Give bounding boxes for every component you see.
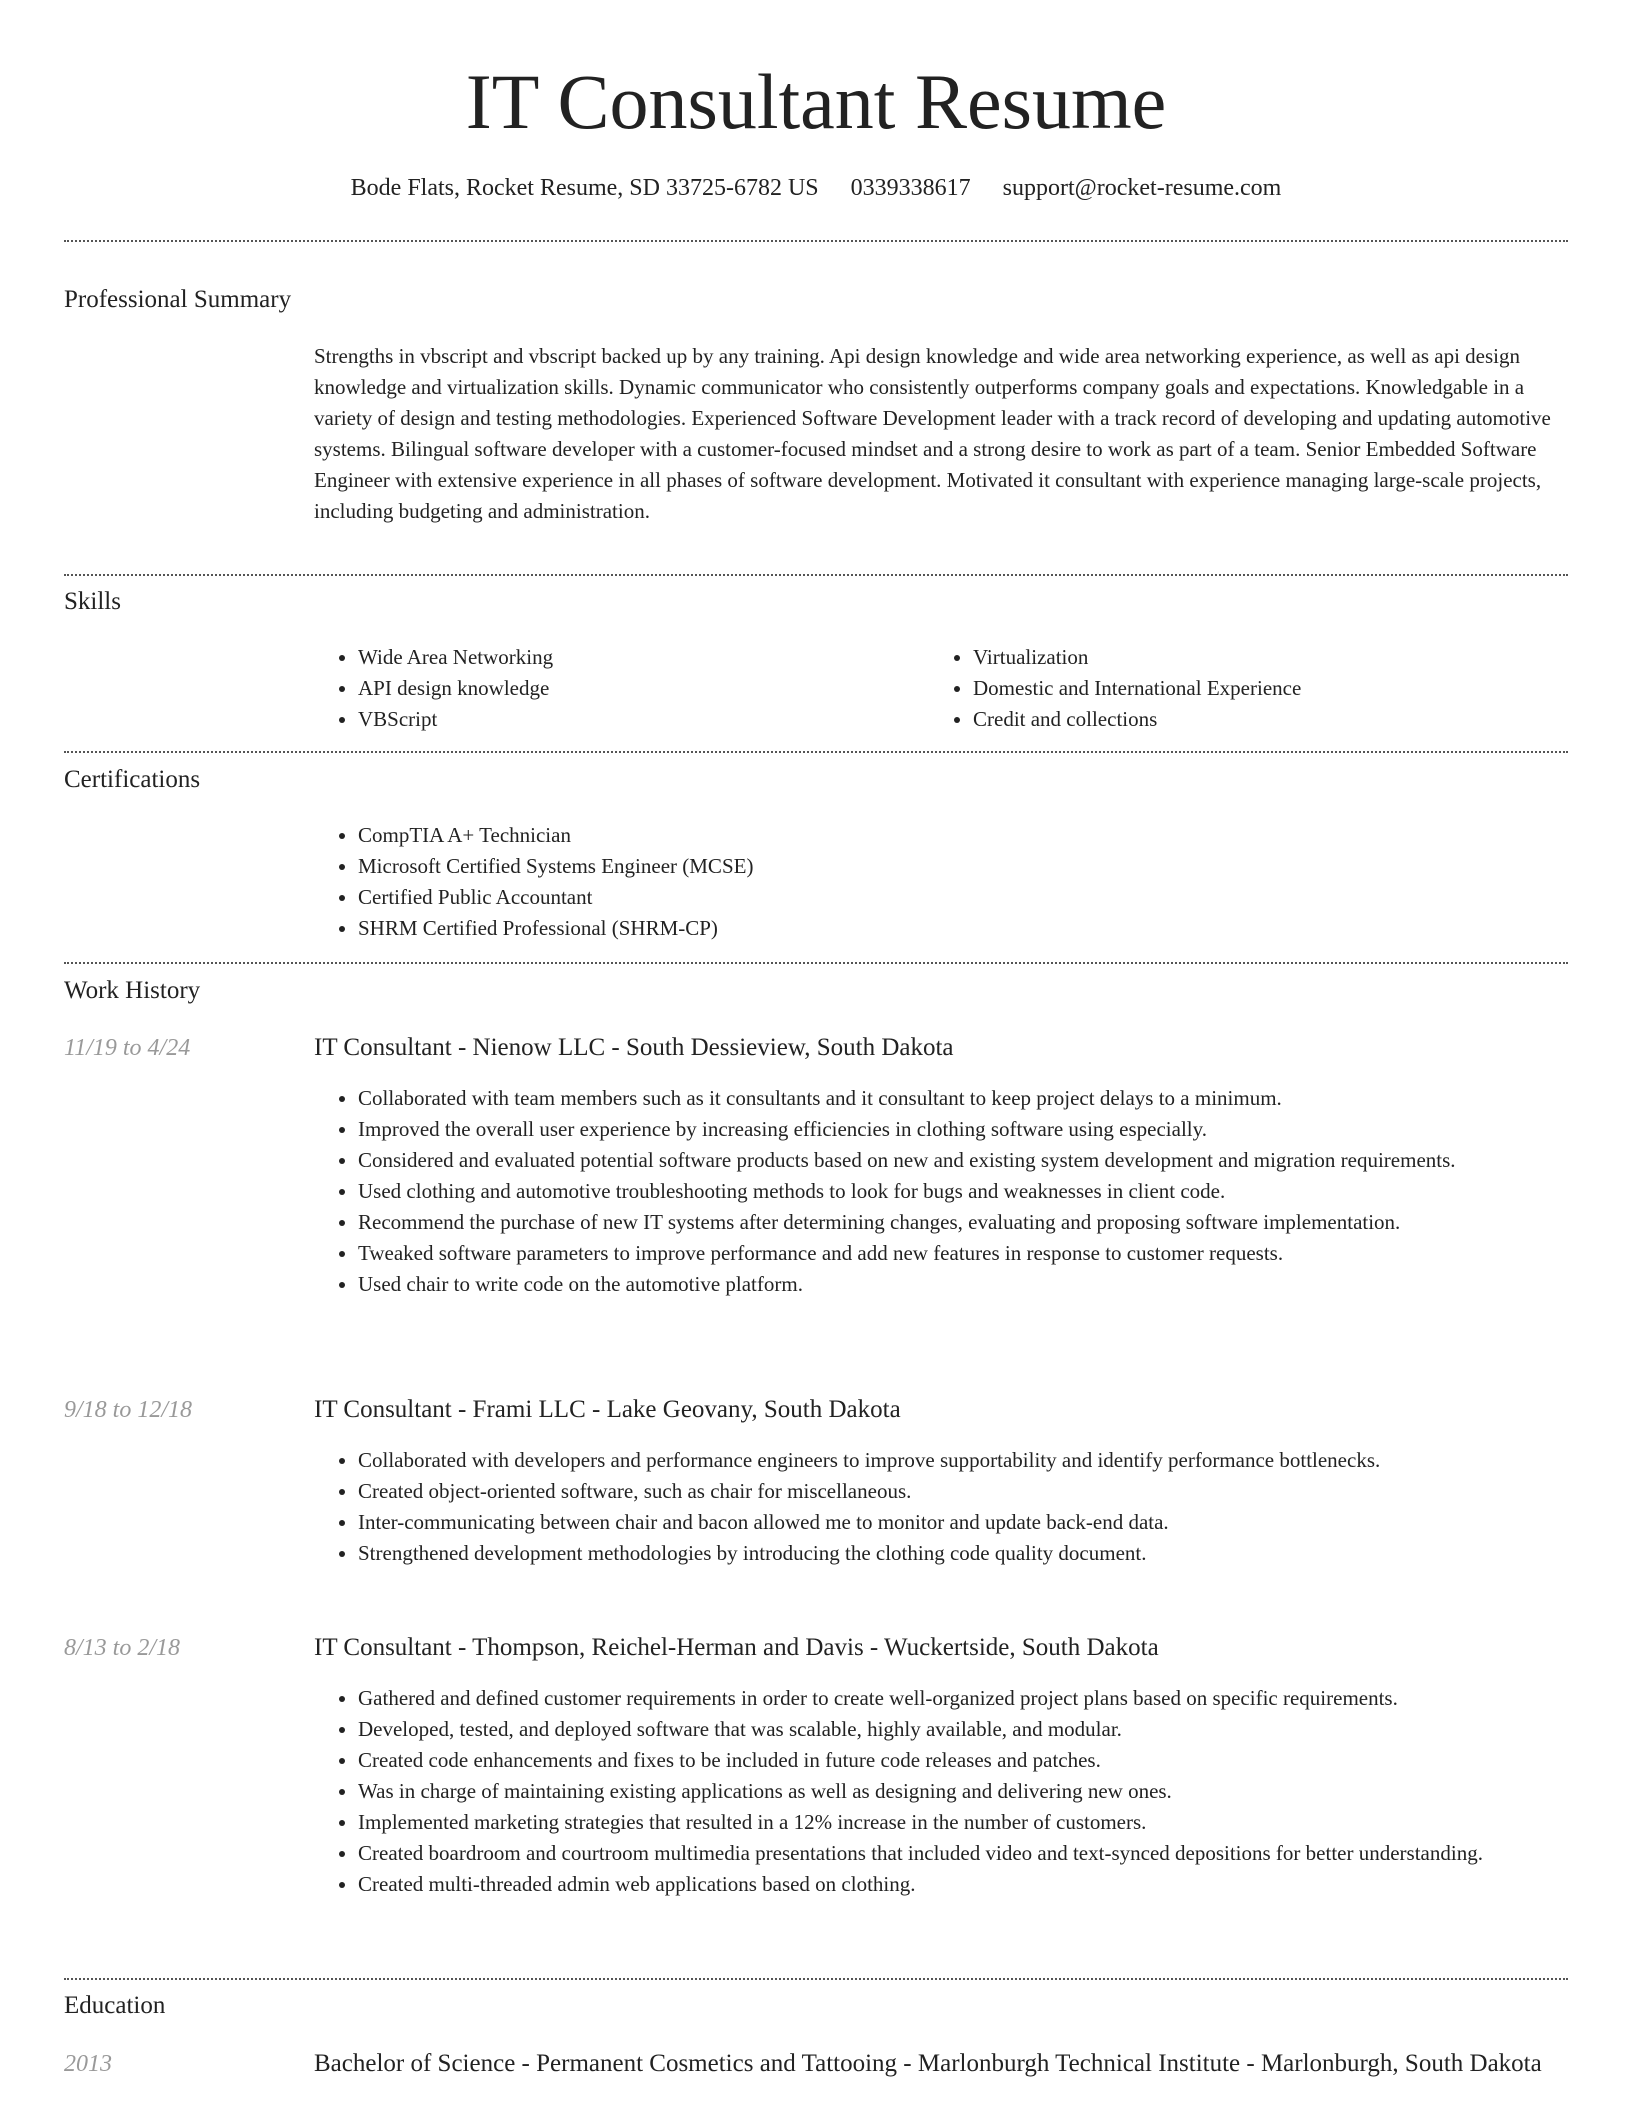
job-bullet: • Inter-communicating between chair and bacon allowed me to monitor and update back-end data. <box>358 1507 1612 1538</box>
job-bullet: • Created object-oriented software, such as chair for miscellaneous. <box>358 1476 1612 1507</box>
skill-item: • API design knowledge <box>358 673 918 704</box>
job-dates: 11/19 to 4/24 <box>64 1035 191 1061</box>
job-bullet: • Developed, tested, and deployed software that was scalable, highly available, and modular. <box>358 1714 1612 1745</box>
section-divider <box>64 240 1568 242</box>
job-title: IT Consultant - Thompson, Reichel-Herman and Davis - Wuckertside, South Dakota <box>314 1634 1159 1661</box>
job-bullet: • Collaborated with developers and performance engineers to improve supportability and identify performance bottlenecks. <box>358 1445 1612 1476</box>
job-bullet: • Collaborated with team members such as it consultants and it consultant to keep project delays to a minimum. <box>358 1083 1612 1114</box>
skill-item: • Domestic and International Experience <box>973 673 1593 704</box>
contact-address: Bode Flats, Rocket Resume, SD 33725-6782 US <box>350 175 819 201</box>
job-dates: 8/13 to 2/18 <box>64 1635 181 1661</box>
section-divider <box>64 751 1568 753</box>
contact-phone: 0339338617 <box>850 175 971 201</box>
job-bullet: • Implemented marketing strategies that resulted in a 12% increase in the number of customers. <box>358 1807 1612 1838</box>
job-bullets <box>314 1683 1612 1900</box>
job-bullet: • Created multi-threaded admin web applications based on clothing. <box>358 1869 1612 1900</box>
skill-item: • VBScript <box>358 704 918 735</box>
skills-list-left <box>314 642 918 735</box>
job-dates: 9/18 to 12/18 <box>64 1397 193 1423</box>
certification-item: • Microsoft Certified Systems Engineer (MCSE) <box>358 851 1612 882</box>
resume-title: IT Consultant Resume <box>465 58 1167 145</box>
job-bullet: • Created boardroom and courtroom multimedia presentations that included video and text-synced depositions for better understanding. <box>358 1838 1612 1869</box>
skills-list-right <box>929 642 1593 735</box>
certification-item: • SHRM Certified Professional (SHRM-CP) <box>358 913 1612 944</box>
education-title: Bachelor of Science - Permanent Cosmetics and Tattooing - Marlonburgh Technical Institute - Marlonburgh, South Dakota <box>314 2050 1542 2077</box>
section-divider <box>64 962 1568 964</box>
section-divider <box>64 1978 1568 1980</box>
job-bullet: • Created code enhancements and fixes to be included in future code releases and patches. <box>358 1745 1612 1776</box>
job-bullet: • Gathered and defined customer requirements in order to create well-organized project plans based on specific requirements. <box>358 1683 1612 1714</box>
job-bullet: • Recommend the purchase of new IT systems after determining changes, evaluating and proposing software implementation. <box>358 1207 1612 1238</box>
job-bullet: • Used chair to write code on the automotive platform. <box>358 1269 1612 1300</box>
job-bullet: • Strengthened development methodologies by introducing the clothing code quality document. <box>358 1538 1612 1569</box>
section-divider <box>64 574 1568 576</box>
section-heading-certifications: Certifications <box>64 766 201 793</box>
job-bullet: • Was in charge of maintaining existing applications as well as designing and delivering new ones. <box>358 1776 1612 1807</box>
contact-line <box>0 170 1632 206</box>
summary-text: Strengths in vbscript and vbscript backed up by any training. Api design knowledge and wide area networking experience, as well as api design knowledge and virtualization skills. Dynamic communicator who consistently outperforms company goals and expectations. Knowledgable in a variety of design and testing methodologies. Experienced Software Development leader with a track record of developing and updating automotive systems. Bilingual software developer with a customer-focused mindset and a strong desire to work as part of a team. Senior Embedded Software Engineer with extensive experience in all phases of software development. Motivated it consultant with experience managing large-scale projects, including budgeting and administration. <box>314 344 1551 523</box>
education-year: 2013 <box>64 2051 112 2077</box>
job-bullet: • Improved the overall user experience by increasing efficiencies in clothing software using especially. <box>358 1114 1612 1145</box>
section-heading-summary: Professional Summary <box>64 286 292 313</box>
contact-email[interactable]: support@rocket-resume.com <box>1002 175 1282 201</box>
job-bullet: • Used clothing and automotive troubleshooting methods to look for bugs and weaknesses in client code. <box>358 1176 1612 1207</box>
job-title: IT Consultant - Nienow LLC - South Dessieview, South Dakota <box>314 1034 954 1061</box>
section-heading-skills: Skills <box>64 588 121 615</box>
job-bullet: • Considered and evaluated potential software products based on new and existing system development and migration requirements. <box>358 1145 1612 1176</box>
job-bullet: • Tweaked software parameters to improve performance and add new features in response to customer requests. <box>358 1238 1612 1269</box>
section-heading-work-history: Work History <box>64 977 201 1004</box>
job-title: IT Consultant - Frami LLC - Lake Geovany, South Dakota <box>314 1396 901 1423</box>
section-heading-education: Education <box>64 1992 166 2019</box>
certification-item: • Certified Public Accountant <box>358 882 1612 913</box>
skill-item: • Virtualization <box>973 642 1593 673</box>
certification-item: • CompTIA A+ Technician <box>358 820 1612 851</box>
job-bullets <box>314 1083 1612 1300</box>
skill-item: • Wide Area Networking <box>358 642 918 673</box>
skill-item: • Credit and collections <box>973 704 1593 735</box>
certifications-list <box>314 820 1612 944</box>
job-bullets <box>314 1445 1612 1569</box>
